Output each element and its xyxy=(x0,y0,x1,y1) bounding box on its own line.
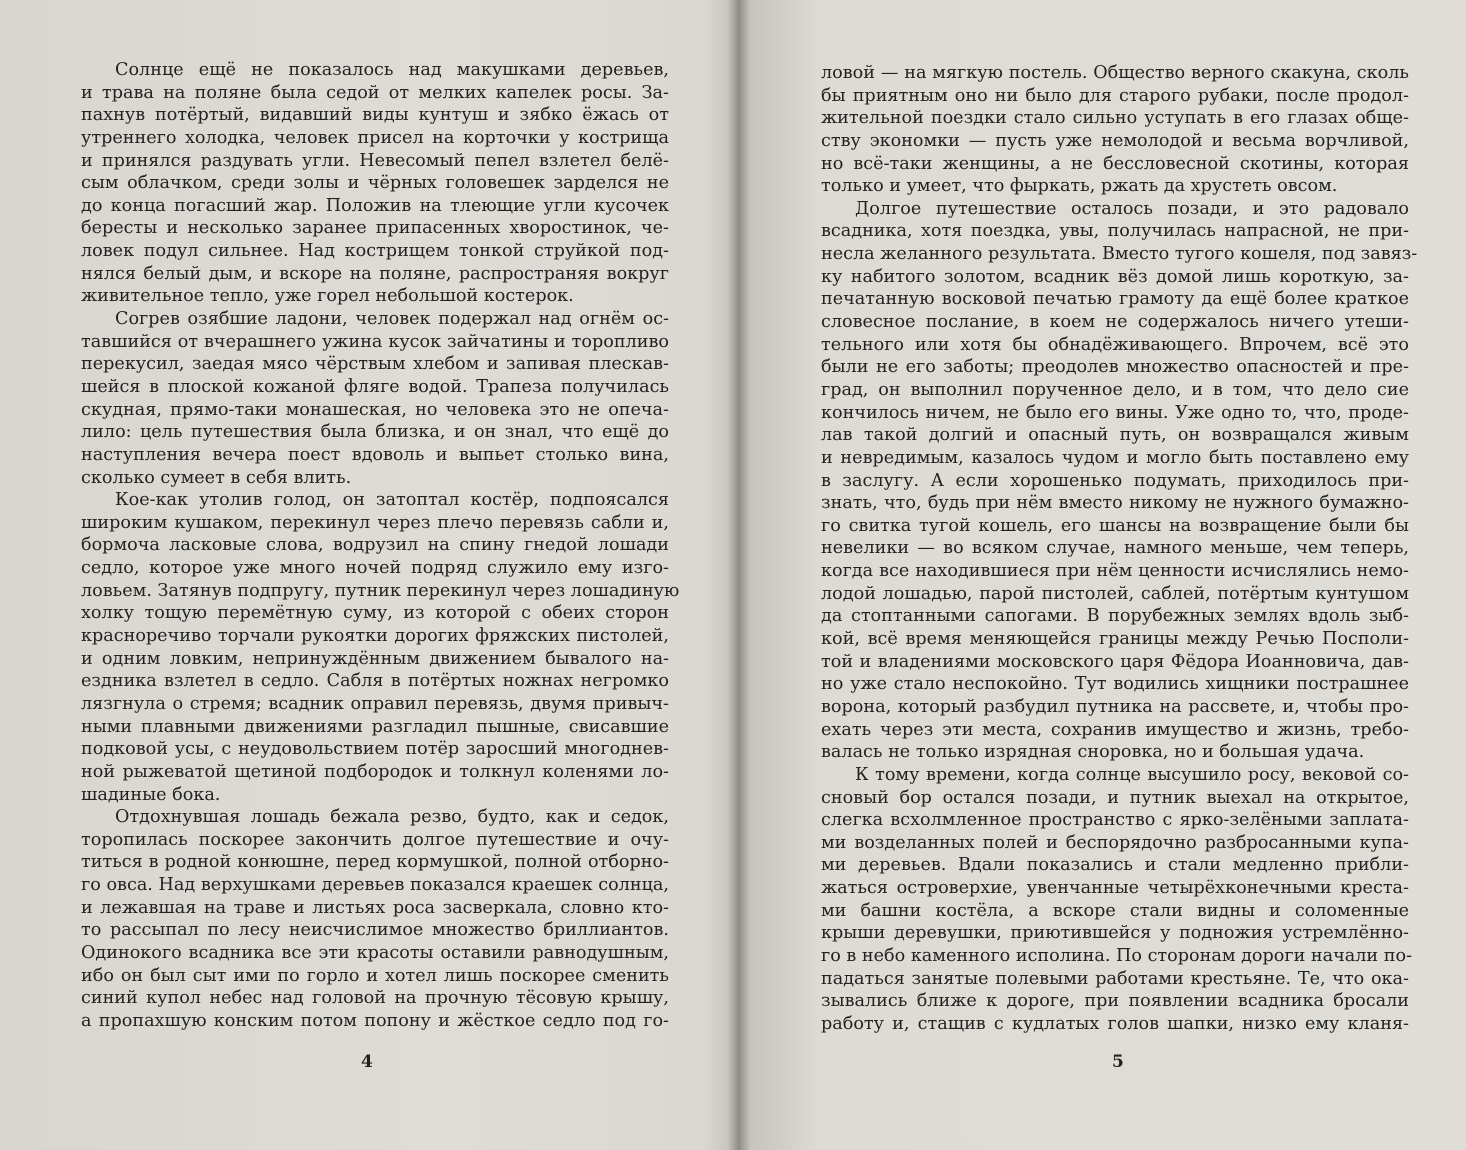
text-line: подковой усы, с неудовольствием потёр заросший многоднев- xyxy=(81,739,669,760)
text-line: словесное послание, в коем не содержалось ничего утеши- xyxy=(821,312,1409,333)
text-line: но уже стало неспокойно. Тут водились хищники пострашнее xyxy=(821,674,1409,695)
text-line: ехать через эти места, сохранив имущество и жизнь, требо- xyxy=(821,719,1409,740)
text-line: но всё-таки женщины, а не бессловесной скотины, которая xyxy=(821,153,1409,174)
text-line: да стоптанными сапогами. В порубежных землях вдоль зыб- xyxy=(821,606,1409,627)
text-line: лязгнула о стремя; всадник оправил перевязь, двумя привыч- xyxy=(81,693,669,714)
text-line: бормоча ласковые слова, водрузил на спину гнедой лошади xyxy=(81,535,669,556)
text-line: кончилось ничем, не было его вины. Уже одно то, что, проде- xyxy=(821,402,1409,423)
text-line: живительное тепло, уже горел небольшой костерок. xyxy=(81,286,574,307)
text-line: ловек подул сильнее. Над кострищем тонкой струйкой под- xyxy=(81,241,669,262)
text-line: ворона, который разбудил путника на рассвете, и, чтобы про- xyxy=(821,696,1409,717)
right-page-text xyxy=(821,62,1418,1036)
paragraph xyxy=(821,62,1409,198)
text-line: а пропахшую конским потом попону и жёсткое седло под го- xyxy=(81,1010,669,1031)
text-line: до конца погасший жар. Положив на тлеющие угли кусочек xyxy=(81,195,669,216)
text-line: печатанную восковой печатью грамоту да ещё более краткое xyxy=(821,289,1409,310)
text-line: всадника, хотя поездка, увы, получилась напрасной, не при- xyxy=(821,221,1409,242)
text-line: ными плавными движениями разгладил пышные, свисавшие xyxy=(81,716,669,737)
paragraph xyxy=(81,489,680,806)
page-number-right: 5 xyxy=(1112,1052,1124,1072)
left-page-text xyxy=(81,59,680,1033)
text-line: и невредимым, казалось чудом и могло быть поставлено ему xyxy=(821,447,1409,468)
text-line: тельного или хотя бы обнадёживающего. Впрочем, всё это xyxy=(821,334,1409,355)
text-line: сновый бор остался позади, и путник выехал на открытое, xyxy=(821,787,1409,808)
text-line: сым облачком, среди золы и чёрных головешек зарделся не xyxy=(81,173,669,194)
text-line: шейся в плоской кожаной фляге водой. Трапеза получилась xyxy=(81,376,669,397)
text-line: седло, которое уже много ночей подряд служило ему изго- xyxy=(81,558,669,579)
text-line: когда все находившиеся при нём ценности исчислялись немо- xyxy=(821,561,1409,582)
text-line: падаться занятые полевыми работами крестьяне. Те, что ока- xyxy=(821,968,1409,989)
text-line: несла желанного результата. Вместо тугого кошеля, под завяз- xyxy=(821,244,1418,265)
text-line: бересты и несколько заранее припасенных хворостинок, че- xyxy=(81,218,669,239)
text-line: го в небо каменного исполина. По сторонам дороги начали по- xyxy=(821,945,1413,966)
text-line: в заслугу. А если хорошенько подумать, приходилось при- xyxy=(821,470,1409,491)
text-line: перекусил, заедая мясо чёрствым хлебом и запивая плескав- xyxy=(81,354,669,375)
text-line: жительной поездки стало сильно уступать в его глазах обще- xyxy=(821,108,1409,129)
text-line: Одинокого всадника все эти красоты оставили равнодушным, xyxy=(81,942,669,963)
text-line: Долгое путешествие осталось позади, и это радовало xyxy=(855,198,1409,219)
text-line: ми деревьев. Вдали показались и стали медленно прибли- xyxy=(821,855,1409,876)
text-line: зывались ближе к дороге, при появлении всадника бросали xyxy=(821,991,1409,1012)
text-line: работу и, стащив с кудлатых голов шапки, низко ему кланя- xyxy=(821,1013,1409,1034)
text-line: го овса. Над верхушками деревьев показался краешек солнца, xyxy=(81,875,669,896)
text-line: скудная, прямо-таки монашеская, но человека это не опеча- xyxy=(81,399,669,420)
page-number-left: 4 xyxy=(361,1052,373,1072)
text-line: ездника взлетел в седло. Сабля в потёртых ножнах негромко xyxy=(81,671,669,692)
text-line: лило: цель путешествия была близка, и он знал, что ещё до xyxy=(81,422,669,443)
text-line: крыши деревушки, приютившейся у подножия устремлённо- xyxy=(821,923,1409,944)
text-line: и одним ловким, непринуждённым движением бывалого на- xyxy=(81,648,669,669)
paragraph xyxy=(81,59,669,308)
text-line: утреннего холодка, человек присел на корточки у кострища xyxy=(81,127,669,148)
text-line: пахнув потёртый, видавший виды кунтуш и зябко ёжась от xyxy=(81,105,669,126)
text-line: ловой — на мягкую постель. Общество верного скакуна, сколь xyxy=(821,63,1409,83)
text-line: лодой лошадью, парой пистолей, саблей, потёртым кунтушом xyxy=(821,583,1409,604)
paragraph xyxy=(81,806,669,1032)
text-line: холку тощую перемётную суму, из которой с обеих сторон xyxy=(81,603,669,624)
text-line: титься в родной конюшне, перед кормушкой, полной отборно- xyxy=(81,852,669,873)
text-line: торопилась поскорее закончить долгое путешествие и очу- xyxy=(81,829,669,850)
text-line: широким кушаком, перекинул через плечо перевязь сабли и, xyxy=(81,512,669,533)
text-line: и лежавшая на траве и листьях роса засверкала, словно кто- xyxy=(81,897,669,918)
text-line: Согрев озябшие ладони, человек подержал над огнём ос- xyxy=(115,309,669,330)
text-line: ной рыжеватой щетиной подбородок и толкнул коленями ло- xyxy=(81,761,669,782)
text-line: Отдохнувшая лошадь бежала резво, будто, как и седок, xyxy=(115,807,669,828)
text-line: невелики — во всяком случае, намного меньше, чем теперь, xyxy=(821,538,1409,559)
text-line: сколько сумеет в себя влить. xyxy=(81,467,352,488)
text-line: К тому времени, когда солнце высушило росу, вековой со- xyxy=(855,764,1409,785)
paragraph xyxy=(821,198,1418,764)
text-line: и принялся раздувать угли. Невесомый пепел взлетел белё- xyxy=(81,150,669,171)
text-line: синий купол небес над головой на прочную тёсовую крышу, xyxy=(81,988,669,1009)
text-line: ловьем. Затянув подпругу, путник перекинул через лошадиную xyxy=(81,580,680,601)
text-line: тавшийся от вчерашнего ужина кусок зайчатины и торопливо xyxy=(81,331,669,352)
text-line: ибо он был сыт ими по горло и хотел лишь поскорее сменить xyxy=(81,965,669,986)
text-line: кой, всё время меняющейся границы между Речью Посполи- xyxy=(821,629,1409,650)
text-line: то рассыпал по лесу неисчислимое множество бриллиантов. xyxy=(81,920,669,941)
text-line: ми возделанных полей и беспорядочно разбросанными купа- xyxy=(821,832,1409,853)
paragraph xyxy=(81,308,669,489)
text-line: го свитка тугой кошель, его шансы на возвращение были бы xyxy=(821,515,1409,536)
text-line: шадиные бока. xyxy=(81,784,221,805)
text-line: лав такой долгий и опасный путь, он возвращался живым xyxy=(821,425,1409,446)
text-line: той и владениями московского царя Фёдора Иоанновича, дав- xyxy=(821,651,1409,672)
text-line: валась не только изрядная сноровка, но и большая удача. xyxy=(821,742,1365,763)
text-line: и трава на поляне была седой от мелких капелек росы. За- xyxy=(81,82,669,103)
text-line: ми башни костёла, а вскоре стали видны и соломенные xyxy=(821,900,1409,921)
text-line: Кое-как утолив голод, он затоптал костёр, подпоясался xyxy=(115,490,669,511)
text-line: ку набитого золотом, всадник вёз домой лишь короткую, за- xyxy=(821,266,1409,287)
text-line: красноречиво торчали рукоятки дорогих фряжских пистолей, xyxy=(81,626,669,647)
text-line: ству экономки — пусть уже немолодой и весьма ворчливой, xyxy=(821,130,1409,151)
text-line: наступления вечера поест вдоволь и выпьет столько вина, xyxy=(81,444,669,465)
text-line: Солнце ещё не показалось над макушками деревьев, xyxy=(115,60,669,80)
text-line: слегка всхолмленное пространство с ярко-зелёными заплата- xyxy=(821,810,1409,831)
paragraph xyxy=(821,764,1413,1036)
text-line: нялся белый дым, и вскоре на поляне, распространяя вокруг xyxy=(81,263,669,284)
text-line: жаться островерхие, увенчанные четырёхконечными креста- xyxy=(821,878,1409,899)
text-line: только и умеет, что фыркать, ржать да хрустеть овсом. xyxy=(821,176,1338,197)
text-line: бы приятным оно ни было для старого рубаки, после продол- xyxy=(821,85,1409,106)
text-line: знать, что, будь при нём вместо никому не нужного бумажно- xyxy=(821,493,1409,514)
text-line: были не его заботы; преодолев множество опасностей и пре- xyxy=(821,357,1409,378)
text-line: град, он выполнил порученное дело, и в том, что дело сие xyxy=(821,379,1409,400)
